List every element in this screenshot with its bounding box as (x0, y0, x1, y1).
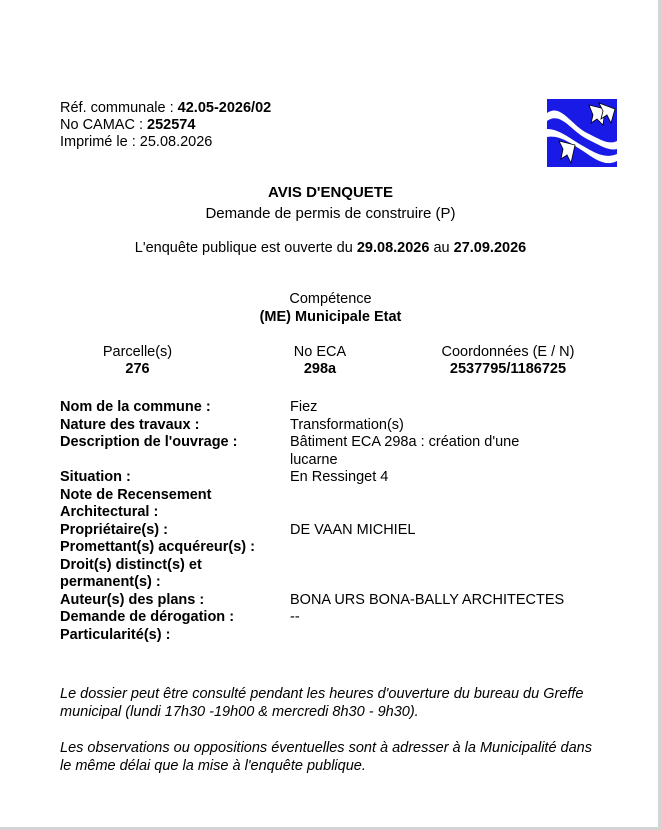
field-row-particularities (60, 627, 630, 645)
camac-ref-value: 252574 (147, 117, 196, 133)
consultation-note: Le dossier peut être consulté pendant les heures d'ouverture du bureau du Greffe municipal (lundi 17h30 -19h00 & mercredi 8h30 - 9h30). (60, 686, 584, 720)
period-start: 29.08.2026 (356, 240, 430, 256)
period-end: 27.09.2026 (453, 240, 527, 256)
competence-value: (ME) Municipale Etat (259, 309, 402, 325)
communal-ref-label: Réf. communale : (60, 100, 174, 116)
eca-value: 298a (303, 361, 337, 377)
field-value (290, 627, 610, 645)
notice-title: AVIS D'ENQUETE (268, 184, 393, 201)
field-value (290, 539, 610, 557)
field-label: Demande de dérogation : (60, 609, 235, 625)
field-label: Promettant(s) acquéreur(s) : (60, 539, 255, 555)
period-prefix: L'enquête publique est ouverte du (134, 240, 353, 256)
field-value: Transformation(s) (290, 416, 404, 433)
competence-label: Compétence (289, 291, 372, 307)
competence-block (0, 290, 661, 326)
communal-ref (60, 100, 271, 117)
field-row-owner (60, 522, 630, 540)
field-value: Fiez (290, 399, 318, 415)
field-label: Description de l'ouvrage : (60, 434, 238, 450)
field-label: Auteur(s) des plans : (60, 591, 205, 608)
printed-date-value: 25.08.2026 (139, 134, 213, 150)
field-label: Propriétaire(s) : (60, 521, 168, 538)
reference-block (60, 100, 271, 151)
field-value: DE VAAN MICHIEL (290, 521, 416, 538)
field-row-buyer (60, 539, 630, 557)
period-middle: au (433, 240, 450, 256)
coat-of-arms-icon (547, 99, 617, 167)
field-label: Particularité(s) : (60, 626, 171, 643)
printed-date (60, 134, 271, 151)
observations-note: Les observations ou oppositions éventuelles sont à adresser à la Municipalité dans le même délai que la mise à l'enquête publique. (60, 740, 592, 774)
notice-subtitle: Demande de permis de construire (P) (205, 205, 456, 222)
inquiry-period (0, 240, 661, 256)
eca-label: No ECA (293, 344, 347, 360)
communal-ref-value: 42.05-2026/02 (177, 100, 272, 116)
camac-ref-label: No CAMAC : (60, 117, 143, 133)
parcel-column (90, 344, 185, 378)
field-value: BONA URS BONA-BALLY ARCHITECTES (290, 591, 565, 608)
field-row-works (60, 417, 630, 435)
field-label: Note de Recensement Architectural : (60, 486, 212, 520)
field-value: Bâtiment ECA 298a : création d'une lucarne (290, 434, 520, 468)
field-row-situation (60, 469, 630, 487)
field-row-census-note (60, 487, 630, 522)
field-row-description (60, 434, 630, 469)
printed-date-label: Imprimé le : (60, 134, 136, 150)
eca-column (280, 344, 360, 378)
field-label: Droit(s) distinct(s) et permanent(s) : (60, 556, 202, 590)
field-value: En Ressinget 4 (290, 469, 389, 485)
field-value (290, 557, 610, 592)
field-label: Nature des travaux : (60, 416, 200, 433)
field-row-derogation (60, 609, 630, 627)
camac-ref (60, 117, 271, 134)
field-row-rights (60, 557, 630, 592)
coordinates-value: 2537795/1186725 (449, 361, 567, 377)
notice-notes (60, 685, 600, 793)
coordinates-label: Coordonnées (E / N) (441, 344, 575, 360)
field-row-commune (60, 399, 630, 417)
field-label: Situation : (60, 469, 131, 485)
parcel-label: Parcelle(s) (102, 344, 173, 360)
notice-fields (60, 399, 630, 644)
coordinates-column (428, 344, 588, 378)
field-value (290, 487, 610, 522)
field-row-plans-author (60, 592, 630, 610)
field-value: -- (290, 609, 300, 625)
field-label: Nom de la commune : (60, 399, 211, 415)
parcel-value: 276 (125, 361, 150, 377)
